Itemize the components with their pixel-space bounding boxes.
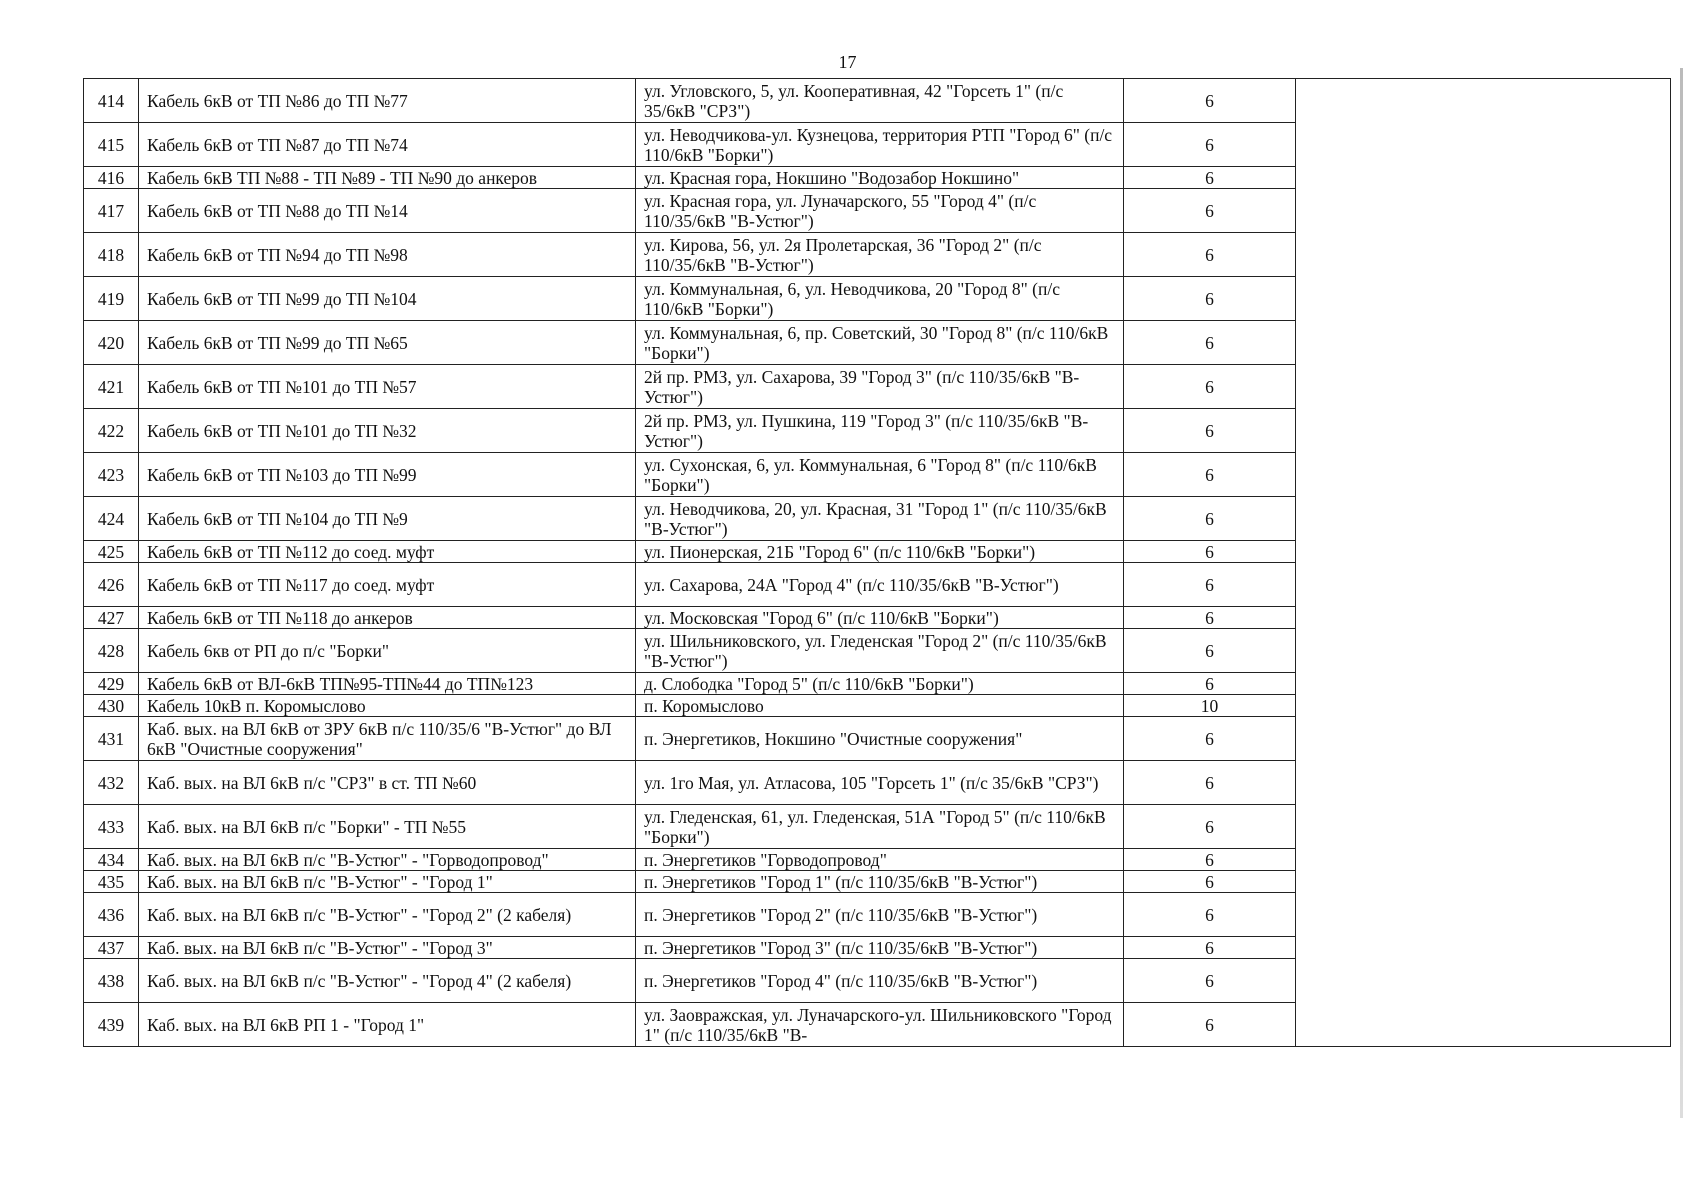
address-cell: ул. 1го Мая, ул. Атласова, 105 "Горсеть 1" (п/с 35/6кВ "СРЗ") [636, 761, 1124, 805]
empty-cell [1296, 1003, 1671, 1047]
address-cell: п. Энергетиков "Город 1" (п/с 110/35/6кВ "В-Устюг") [636, 871, 1124, 893]
address-cell: п. Коромыслово [636, 695, 1124, 717]
object-name-cell: Кабель 6кВ от ТП №99 до ТП №65 [139, 321, 636, 365]
object-name-cell: Кабель 6кв от РП до п/с "Борки" [139, 629, 636, 673]
voltage-cell: 6 [1124, 123, 1296, 167]
empty-cell [1296, 167, 1671, 189]
empty-cell [1296, 563, 1671, 607]
table-row [84, 409, 1671, 453]
row-number-cell: 432 [84, 761, 139, 805]
address-cell: ул. Шильниковского, ул. Гледенская "Город 2" (п/с 110/35/6кВ "В-Устюг") [636, 629, 1124, 673]
table-row [84, 233, 1671, 277]
row-number-cell: 429 [84, 673, 139, 695]
object-name-cell: Каб. вых. на ВЛ 6кВ РП 1 - "Город 1" [139, 1003, 636, 1047]
address-cell: п. Энергетиков, Нокшино "Очистные сооружения" [636, 717, 1124, 761]
empty-cell [1296, 123, 1671, 167]
object-name-cell: Кабель 6кВ от ВЛ-6кВ ТП№95-ТП№44 до ТП№123 [139, 673, 636, 695]
table-row [84, 717, 1671, 761]
object-name-cell: Каб. вых. на ВЛ 6кВ п/с "Борки" - ТП №55 [139, 805, 636, 849]
document-table [83, 78, 1671, 1047]
address-cell: п. Энергетиков "Город 4" (п/с 110/35/6кВ "В-Устюг") [636, 959, 1124, 1003]
voltage-cell: 6 [1124, 365, 1296, 409]
voltage-cell: 6 [1124, 563, 1296, 607]
voltage-cell: 6 [1124, 453, 1296, 497]
row-number-cell: 424 [84, 497, 139, 541]
voltage-cell: 6 [1124, 959, 1296, 1003]
voltage-cell: 6 [1124, 541, 1296, 563]
empty-cell [1296, 541, 1671, 563]
object-name-cell: Кабель 6кВ ТП №88 - ТП №89 - ТП №90 до анкеров [139, 167, 636, 189]
row-number-cell: 438 [84, 959, 139, 1003]
row-number-cell: 436 [84, 893, 139, 937]
row-number-cell: 418 [84, 233, 139, 277]
address-cell: п. Энергетиков "Горводопровод" [636, 849, 1124, 871]
voltage-cell: 6 [1124, 79, 1296, 123]
row-number-cell: 420 [84, 321, 139, 365]
address-cell: ул. Красная гора, ул. Луначарского, 55 "Город 4" (п/с 110/35/6кВ "В-Устюг") [636, 189, 1124, 233]
row-number-cell: 416 [84, 167, 139, 189]
empty-cell [1296, 409, 1671, 453]
empty-cell [1296, 277, 1671, 321]
table-row [84, 79, 1671, 123]
address-cell: ул. Московская "Город 6" (п/с 110/6кВ "Борки") [636, 607, 1124, 629]
voltage-cell: 10 [1124, 695, 1296, 717]
address-cell: ул. Коммунальная, 6, пр. Советский, 30 "Город 8" (п/с 110/6кВ "Борки") [636, 321, 1124, 365]
object-name-cell: Кабель 6кВ от ТП №103 до ТП №99 [139, 453, 636, 497]
address-cell: 2й пр. РМЗ, ул. Сахарова, 39 "Город 3" (п/с 110/35/6кВ "В-Устюг") [636, 365, 1124, 409]
address-cell: ул. Сахарова, 24А "Город 4" (п/с 110/35/6кВ "В-Устюг") [636, 563, 1124, 607]
table-row [84, 167, 1671, 189]
table-row [84, 629, 1671, 673]
table-row [84, 893, 1671, 937]
table-row [84, 541, 1671, 563]
table-row [84, 497, 1671, 541]
object-name-cell: Каб. вых. на ВЛ 6кВ п/с "В-Устюг" - "Город 4" (2 кабеля) [139, 959, 636, 1003]
address-cell: ул. Гледенская, 61, ул. Гледенская, 51А "Город 5" (п/с 110/6кВ "Борки") [636, 805, 1124, 849]
table-row [84, 1003, 1671, 1047]
empty-cell [1296, 893, 1671, 937]
empty-cell [1296, 717, 1671, 761]
voltage-cell: 6 [1124, 673, 1296, 695]
empty-cell [1296, 189, 1671, 233]
empty-cell [1296, 321, 1671, 365]
table-row [84, 321, 1671, 365]
address-cell: 2й пр. РМЗ, ул. Пушкина, 119 "Город 3" (п/с 110/35/6кВ "В-Устюг") [636, 409, 1124, 453]
empty-cell [1296, 233, 1671, 277]
voltage-cell: 6 [1124, 871, 1296, 893]
scan-edge-shadow [1680, 68, 1683, 1118]
object-name-cell: Кабель 6кВ от ТП №88 до ТП №14 [139, 189, 636, 233]
table-row [84, 123, 1671, 167]
table-row [84, 937, 1671, 959]
empty-cell [1296, 871, 1671, 893]
table-row [84, 695, 1671, 717]
voltage-cell: 6 [1124, 497, 1296, 541]
voltage-cell: 6 [1124, 189, 1296, 233]
empty-cell [1296, 365, 1671, 409]
empty-cell [1296, 937, 1671, 959]
voltage-cell: 6 [1124, 893, 1296, 937]
object-name-cell: Кабель 6кВ от ТП №112 до соед. муфт [139, 541, 636, 563]
address-cell: ул. Коммунальная, 6, ул. Неводчикова, 20 "Город 8" (п/с 110/6кВ "Борки") [636, 277, 1124, 321]
object-name-cell: Кабель 6кВ от ТП №99 до ТП №104 [139, 277, 636, 321]
address-cell: ул. Заовражская, ул. Луначарского-ул. Шильниковского "Город 1" (п/с 110/35/6кВ "В- [636, 1003, 1124, 1047]
voltage-cell: 6 [1124, 233, 1296, 277]
table-row [84, 277, 1671, 321]
voltage-cell: 6 [1124, 761, 1296, 805]
object-name-cell: Кабель 6кВ от ТП №94 до ТП №98 [139, 233, 636, 277]
row-number-cell: 433 [84, 805, 139, 849]
object-name-cell: Каб. вых. на ВЛ 6кВ п/с "В-Устюг" - "Город 1" [139, 871, 636, 893]
table-row [84, 805, 1671, 849]
empty-cell [1296, 453, 1671, 497]
voltage-cell: 6 [1124, 167, 1296, 189]
row-number-cell: 423 [84, 453, 139, 497]
address-cell: п. Энергетиков "Город 2" (п/с 110/35/6кВ "В-Устюг") [636, 893, 1124, 937]
row-number-cell: 419 [84, 277, 139, 321]
empty-cell [1296, 607, 1671, 629]
voltage-cell: 6 [1124, 409, 1296, 453]
row-number-cell: 439 [84, 1003, 139, 1047]
object-name-cell: Кабель 6кВ от ТП №101 до ТП №57 [139, 365, 636, 409]
row-number-cell: 414 [84, 79, 139, 123]
address-cell: ул. Неводчикова-ул. Кузнецова, территория РТП "Город 6" (п/с 110/6кВ "Борки") [636, 123, 1124, 167]
object-name-cell: Кабель 6кВ от ТП №86 до ТП №77 [139, 79, 636, 123]
empty-cell [1296, 673, 1671, 695]
row-number-cell: 415 [84, 123, 139, 167]
row-number-cell: 425 [84, 541, 139, 563]
table-row [84, 761, 1671, 805]
voltage-cell: 6 [1124, 937, 1296, 959]
table-row [84, 563, 1671, 607]
table-row [84, 189, 1671, 233]
object-name-cell: Кабель 10кВ п. Коромыслово [139, 695, 636, 717]
object-name-cell: Кабель 6кВ от ТП №101 до ТП №32 [139, 409, 636, 453]
voltage-cell: 6 [1124, 321, 1296, 365]
row-number-cell: 435 [84, 871, 139, 893]
object-name-cell: Каб. вых. на ВЛ 6кВ п/с "СРЗ" в ст. ТП №60 [139, 761, 636, 805]
table-row [84, 453, 1671, 497]
row-number-cell: 427 [84, 607, 139, 629]
empty-cell [1296, 695, 1671, 717]
voltage-cell: 6 [1124, 629, 1296, 673]
page-number: 17 [838, 52, 857, 72]
voltage-cell: 6 [1124, 717, 1296, 761]
table-row [84, 365, 1671, 409]
empty-cell [1296, 849, 1671, 871]
row-number-cell: 421 [84, 365, 139, 409]
empty-cell [1296, 79, 1671, 123]
table-row [84, 871, 1671, 893]
object-name-cell: Кабель 6кВ от ТП №87 до ТП №74 [139, 123, 636, 167]
object-name-cell: Кабель 6кВ от ТП №104 до ТП №9 [139, 497, 636, 541]
address-cell: ул. Кирова, 56, ул. 2я Пролетарская, 36 "Город 2" (п/с 110/35/6кВ "В-Устюг") [636, 233, 1124, 277]
table-row [84, 673, 1671, 695]
row-number-cell: 431 [84, 717, 139, 761]
object-name-cell: Каб. вых. на ВЛ 6кВ п/с "В-Устюг" - "Город 2" (2 кабеля) [139, 893, 636, 937]
voltage-cell: 6 [1124, 607, 1296, 629]
voltage-cell: 6 [1124, 1003, 1296, 1047]
voltage-cell: 6 [1124, 805, 1296, 849]
address-cell: ул. Красная гора, Нокшино "Водозабор Нокшино" [636, 167, 1124, 189]
object-name-cell: Кабель 6кВ от ТП №118 до анкеров [139, 607, 636, 629]
address-cell: ул. Неводчикова, 20, ул. Красная, 31 "Город 1" (п/с 110/35/6кВ "В-Устюг") [636, 497, 1124, 541]
empty-cell [1296, 959, 1671, 1003]
table-row [84, 849, 1671, 871]
row-number-cell: 430 [84, 695, 139, 717]
address-cell: ул. Пионерская, 21Б "Город 6" (п/с 110/6кВ "Борки") [636, 541, 1124, 563]
row-number-cell: 417 [84, 189, 139, 233]
empty-cell [1296, 805, 1671, 849]
row-number-cell: 426 [84, 563, 139, 607]
object-name-cell: Каб. вых. на ВЛ 6кВ п/с "В-Устюг" - "Горводопровод" [139, 849, 636, 871]
row-number-cell: 434 [84, 849, 139, 871]
address-cell: п. Энергетиков "Город 3" (п/с 110/35/6кВ "В-Устюг") [636, 937, 1124, 959]
object-name-cell: Каб. вых. на ВЛ 6кВ п/с "В-Устюг" - "Город 3" [139, 937, 636, 959]
voltage-cell: 6 [1124, 277, 1296, 321]
empty-cell [1296, 761, 1671, 805]
address-cell: ул. Сухонская, 6, ул. Коммунальная, 6 "Город 8" (п/с 110/6кВ "Борки") [636, 453, 1124, 497]
voltage-cell: 6 [1124, 849, 1296, 871]
table-row [84, 607, 1671, 629]
row-number-cell: 437 [84, 937, 139, 959]
row-number-cell: 428 [84, 629, 139, 673]
object-name-cell: Каб. вых. на ВЛ 6кВ от ЗРУ 6кВ п/с 110/35/6 "В-Устюг" до ВЛ 6кВ "Очистные сооружения" [139, 717, 636, 761]
empty-cell [1296, 497, 1671, 541]
object-name-cell: Кабель 6кВ от ТП №117 до соед. муфт [139, 563, 636, 607]
address-cell: д. Слободка "Город 5" (п/с 110/6кВ "Борки") [636, 673, 1124, 695]
row-number-cell: 422 [84, 409, 139, 453]
address-cell: ул. Угловского, 5, ул. Кооперативная, 42 "Горсеть 1" (п/с 35/6кВ "СРЗ") [636, 79, 1124, 123]
table-row [84, 959, 1671, 1003]
empty-cell [1296, 629, 1671, 673]
